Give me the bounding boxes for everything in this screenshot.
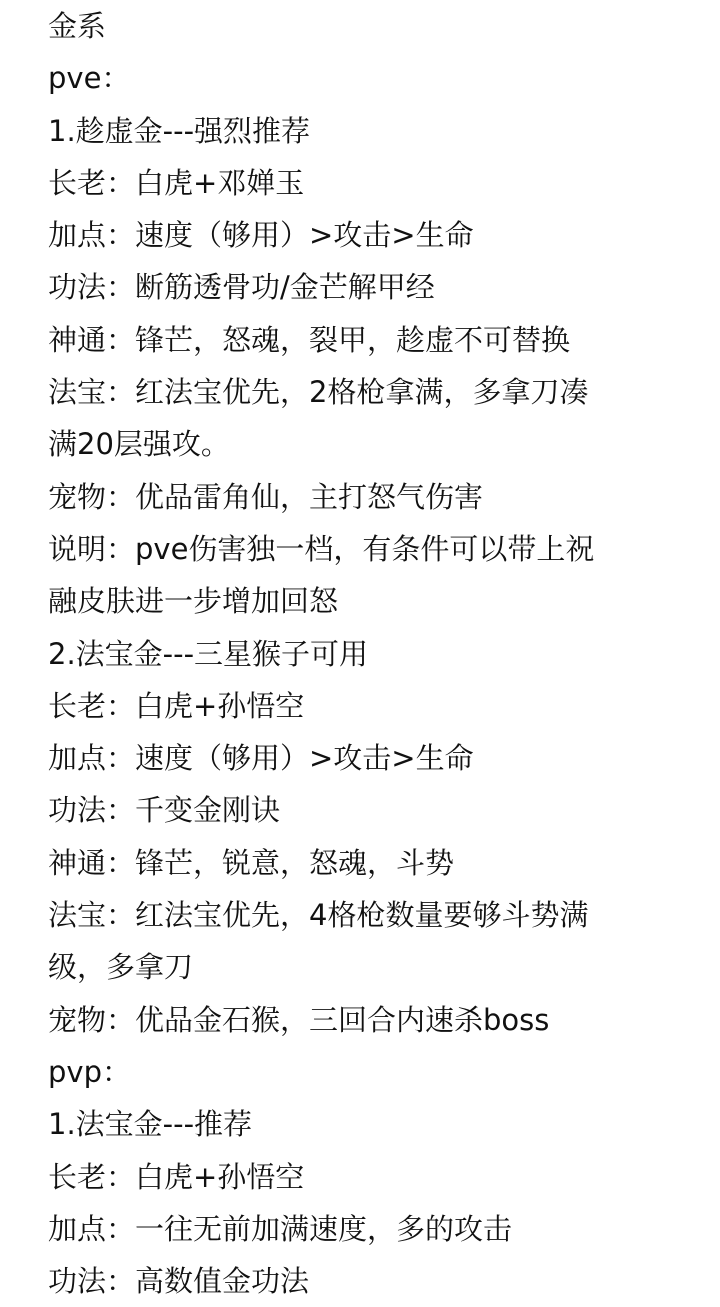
text-line: 功法：千变金刚诀 [48,793,281,828]
text-line: 神通：锋芒，锐意，怒魂，斗势 [48,845,455,880]
text-line: 长老：白虎+邓婵玉 [48,165,305,200]
mode-heading-pve: pve： [48,61,131,96]
build-heading: 1.趁虚金---强烈推荐 [48,113,311,148]
text-line: 加点：速度（够用）>攻击>生命 [48,741,474,776]
document-body [48,0,708,1307]
text-line: 宠物：优品雷角仙，主打怒气伤害 [48,479,484,514]
build-heading: 1.法宝金---推荐 [48,1107,253,1142]
mode-heading-pvp: pvp： [48,1054,131,1089]
text-line: 功法：高数值金功法 [48,1264,310,1299]
text-line: 加点：速度（够用）>攻击>生命 [48,218,474,253]
text-line: 长老：白虎+孙悟空 [48,688,305,723]
text-line: 法宝：红法宝优先，2格枪拿满，多拿刀凑 [48,375,589,410]
text-line: 长老：白虎+孙悟空 [48,1159,305,1194]
build-heading: 2.法宝金---三星猴子可用 [48,636,369,671]
text-line: 融皮肤进一步增加回怒 [48,584,339,619]
text-line: 说明：pve伤害独一档，有条件可以带上祝 [48,531,595,566]
text-line: 神通：锋芒，怒魂，裂甲，趁虚不可替换 [48,322,571,357]
text-line: 级，多拿刀 [48,950,194,985]
text-line: 功法：断筋透骨功/金芒解甲经 [48,270,435,305]
text-line: 满20层强攻。 [48,427,230,462]
text-line: 宠物：优品金石猴，三回合内速杀boss [48,1002,550,1037]
section-title: 金系 [48,9,107,43]
text-line: 法宝：红法宝优先，4格枪数量要够斗势满 [48,898,589,933]
text-line: 加点：一往无前加满速度，多的攻击 [48,1211,513,1246]
